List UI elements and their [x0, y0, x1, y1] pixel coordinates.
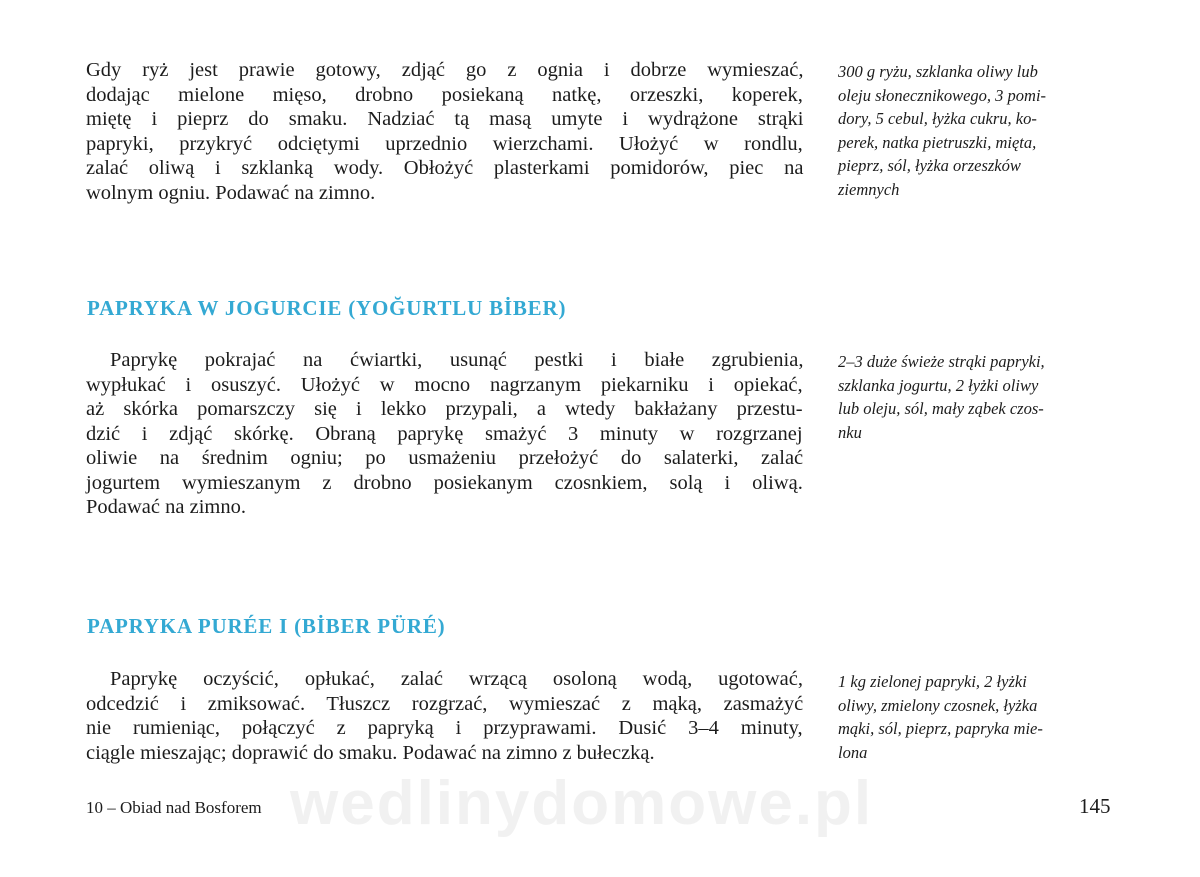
body-line: Podawać na zimno.	[86, 496, 246, 518]
ingredient-line: pieprz, sól, łyżka orzeszków	[838, 156, 1021, 175]
page-number: 145	[1079, 794, 1111, 818]
body-line: Gdy ryż jest prawie gotowy, zdjąć go z ognia i dobrze wymieszać,	[86, 59, 804, 81]
recipe-top-body	[86, 58, 803, 205]
watermark: wedlinydomowe.pl	[290, 769, 874, 838]
ingredient-line: mąki, sól, pieprz, papryka mie-	[838, 719, 1043, 738]
footer-chapter: 10 – Obiad nad Bosforem	[86, 798, 262, 817]
ingredient-line: 300 g ryżu, szklanka oliwy lub	[838, 62, 1038, 81]
recipe-jogurt-ingredients	[838, 350, 1115, 444]
body-line: dodając mielone mięso, drobno posiekaną natkę, orzeszki, koperek,	[86, 83, 803, 106]
ingredient-line: oleju słonecznikowego, 3 pomi-	[838, 85, 1047, 105]
body-line: wypłukać i osuszyć. Ułożyć w mocno nagrzanym piekarniku i opiekać,	[86, 373, 803, 396]
body-line: oliwie na średnim ogniu; po usmażeniu przełożyć do salaterki, zalać	[86, 447, 804, 469]
body-line: miętę i pieprz do smaku. Nadziać tą masą umyte i wydrążone strąki	[86, 108, 804, 130]
recipe-jogurt-body	[86, 348, 803, 520]
recipe-puree-title: PAPRYKA PURÉE I (BİBER PÜRÉ)	[87, 614, 446, 638]
ingredient-line: 2–3 duże świeże strąki papryki,	[838, 352, 1045, 371]
recipe-puree-ingredients	[838, 670, 1115, 764]
recipe-puree-body	[86, 667, 803, 765]
body-line: papryki, przykryć odciętymi uprzednio wierzchami. Ułożyć w rondlu,	[86, 132, 803, 155]
body-line: nie rumieniąc, połączyć z papryką i przyprawami. Dusić 3–4 minuty,	[86, 717, 803, 739]
recipe-jogurt-title: PAPRYKA W JOGURCIE (YOĞURTLU BİBER)	[87, 296, 567, 320]
body-line: dzić i zdjąć skórkę. Obraną paprykę smażyć 3 minuty w rozgrzanej	[86, 422, 803, 445]
ingredient-line: lub oleju, sól, mały ząbek czos-	[838, 399, 1044, 418]
body-line: odcedzić i zmiksować. Tłuszcz rozgrzać, wymieszać z mąką, zasmażyć	[86, 692, 804, 715]
ingredient-line: lona	[838, 742, 868, 762]
ingredient-line: ziemnych	[838, 179, 900, 199]
body-line: Paprykę pokrajać na ćwiartki, usunąć pestki i białe zgrubienia,	[110, 349, 804, 371]
ingredient-line: 1 kg zielonej papryki, 2 łyżki	[838, 672, 1027, 691]
ingredient-line: perek, natka pietruszki, mięta,	[838, 132, 1037, 152]
ingredient-line: dory, 5 cebul, łyżka cukru, ko-	[838, 109, 1037, 128]
recipe-top-ingredients	[838, 60, 1115, 201]
ingredient-line: oliwy, zmielony czosnek, łyżka	[838, 695, 1038, 715]
body-line: ciągle mieszając; doprawić do smaku. Podawać na zimno z bułeczką.	[86, 741, 655, 764]
body-line: Paprykę oczyścić, opłukać, zalać wrzącą osoloną wodą, ugotować,	[110, 668, 804, 690]
body-line: zalać oliwą i szklanką wody. Obłożyć plasterkami pomidorów, piec na	[86, 157, 804, 179]
body-line: aż skórka pomarszczy się i lekko przypali, a wtedy bakłażany przestu-	[86, 398, 803, 420]
ingredient-line: nku	[838, 422, 862, 442]
body-line: wolnym ogniu. Podawać na zimno.	[86, 181, 376, 204]
ingredient-line: szklanka jogurtu, 2 łyżki oliwy	[838, 375, 1039, 395]
body-line: jogurtem wymieszanym z drobno posiekanym czosnkiem, solą i oliwą.	[86, 471, 803, 494]
